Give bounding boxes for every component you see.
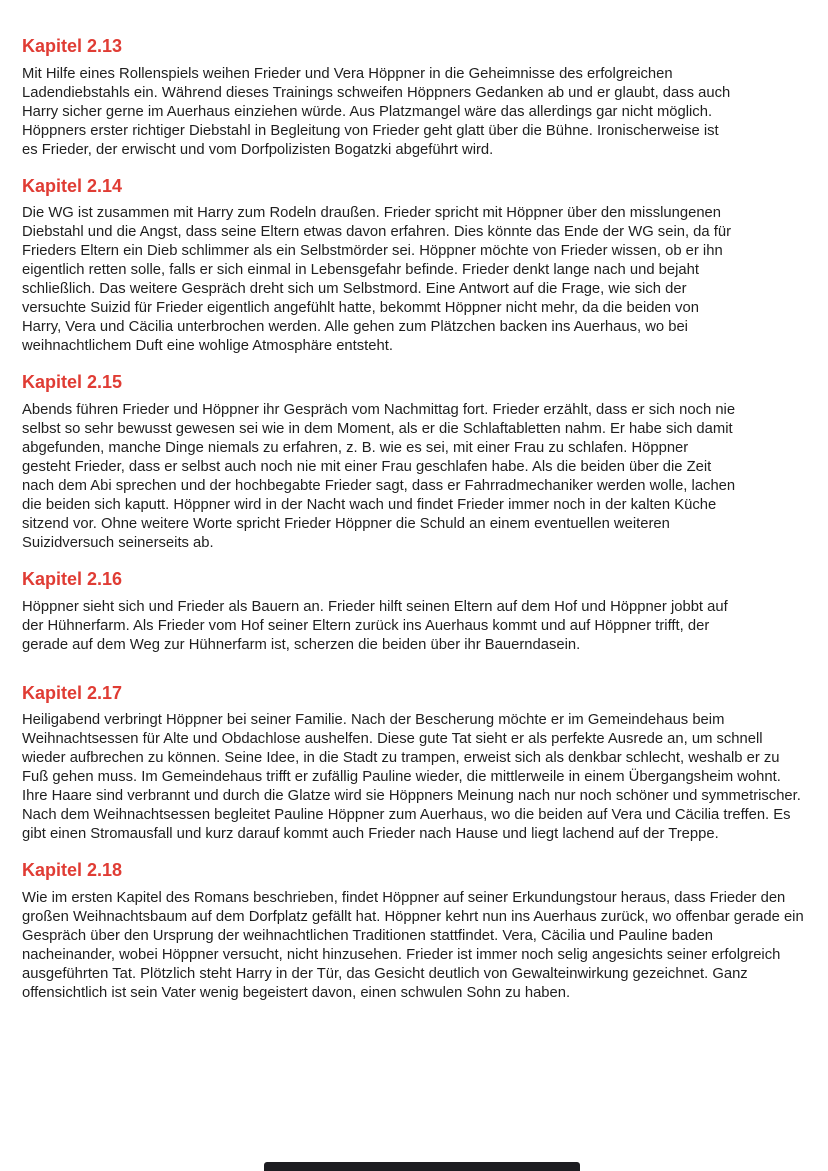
chapter-section-2-13 [22,36,806,160]
chapter-heading: Kapitel 2.17 [22,682,123,703]
chapter-text: Abends führen Frieder und Höppner ihr Gespräch vom Nachmittag fort. Frieder erzählt, dass er sich noch nie selbst so sehr bewusst gewesen sei wie in dem Moment, als er die Schlaftabletten nahm. Er habe sich damit abgefunden, manche Dinge niemals zu erfahren, z. B. wie es sei, mit einer Frau zu schlafen. Höppner gesteht Frieder, dass er selbst auch noch nie mit einer Frau geschlafen habe. Als die beiden über die Zeit nach dem Abi sprechen und der hochbegabte Frieder sagt, dass er Fahrradmechaniker werden wolle, lachen die beiden sich kaputt. Höppner wird in der Nacht wach und findet Frieder immer noch in der kalten Küche sitzend vor. Ohne weitere Worte spricht Frieder Höppner die Schuld an einem eventuellen weiteren Suizidversuch seinerseits ab. [22,402,736,552]
chapter-section-2-17 [22,683,806,845]
chapter-heading: Kapitel 2.13 [22,36,123,56]
chapter-section-2-16 [22,569,806,655]
chapter-section-2-15 [22,372,806,553]
chapter-heading: Kapitel 2.16 [22,569,123,590]
chapter-section-2-18 [22,860,806,1003]
chapter-text: Die WG ist zusammen mit Harry zum Rodeln draußen. Frieder spricht mit Höppner über den misslungenen Diebstahl und die Angst, dass seine Eltern etwas davon erfahren. Dies könnte das Ende der WG sein, da für Frieders Eltern ein Dieb schlimmer als ein Selbstmörder sei. Höppner möchte von Frieder wissen, ob er ihn eigentlich retten solle, falls er sich einmal in Lebensgefahr befinde. Frieder denkt lange nach und bejaht schließlich. Das weitere Gespräch dreht sich um Selbstmord. Eine Antwort auf die Frage, wie sich der versuchte Suizid für Frieder eigentlich angefühlt hatte, bekommt Höppner nicht mehr, da die beiden von Harry, Vera und Cäcilia unterbrochen werden. Alle gehen zum Plätzchen backen ins Auerhaus, wo bei weihnachtlichem Duft eine wohlige Atmosphäre entsteht. [22,205,732,355]
chapter-text: Höppner sieht sich und Frieder als Bauern an. Frieder hilft seinen Eltern auf dem Hof und Höppner jobbt auf der Hühnerfarm. Als Frieder vom Hof seiner Eltern zurück ins Auerhaus kommt und auf Höppner trifft, der gerade auf dem Weg zur Hühnerfarm ist, scherzen die beiden über ihr Bauerndasein. [22,598,728,653]
chapter-heading: Kapitel 2.15 [22,372,123,393]
chapter-text: Wie im ersten Kapitel des Romans beschrieben, findet Höppner auf seiner Erkundungstour heraus, dass Frieder den großen Weihnachtsbaum auf dem Dorfplatz gefällt hat. Höppner kehrt nun ins Auerhaus zurück, wo offenbar gerade ein Gespräch über den Ursprung der weihnachtlichen Traditionen stattfindet. Vera, Cäcilia und Pauline baden nacheinander, wobei Höppner versucht, nicht hinzusehen. Frieder ist immer noch selig angesichts seiner erfolgreich ausgeführten Tat. Plötzlich steht Harry in der Tür, das Gesicht deutlich von Gewalteinwirkung gezeichnet. Ganz offensichtlich ist sein Vater wenig begeistert davon, einen schwulen Sohn zu haben. [22,890,804,1002]
bottom-bar-fragment [264,1162,580,1171]
chapter-heading: Kapitel 2.14 [22,175,123,196]
chapter-section-2-14 [22,176,806,357]
chapter-text: Heiligabend verbringt Höppner bei seiner Familie. Nach der Bescherung möchte er im Gemeindehaus beim Weihnachtsessen für Alte und Obdachlose aushelfen. Diese gute Tat sieht er als perfekte Ausrede an, um schnell wieder aufbrechen zu können. Seine Idee, in die Stadt zu trampen, erweist sich als denkbar schlecht, weshalb er zu Fuß gehen muss. Im Gemeindehaus trifft er zufällig Pauline wieder, die mittlerweile in einem Übergangsheim wohnt. Ihre Haare sind verbrannt und durch die Glatze wird sie Höppners Meinung nach nur noch schöner und symmetrischer. Nach dem Weihnachtsessen begleitet Pauline Höppner zum Auerhaus, wo die beiden auf Vera und Cäcilia treffen. Es gibt einen Stromausfall und kurz darauf kommt auch Frieder nach Hause und liegt lachend auf der Treppe. [22,712,801,843]
chapter-heading: Kapitel 2.18 [22,860,123,881]
chapter-text: Mit Hilfe eines Rollenspiels weihen Frieder und Vera Höppner in die Geheimnisse des erfolgreichen Ladendiebstahls ein. Während dieses Trainings schweifen Höppners Gedanken ab und er glaubt, dass auch Harry sicher gerne im Auerhaus einziehen würde. Aus Platzmangel wäre das allerdings gar nicht möglich. Höppners erster richtiger Diebstahl in Begleitung von Frieder geht glatt über die Bühne. Ironischerweise ist es Frieder, der erwischt und vom Dorfpolizisten Bogatzki abgeführt wird. [22,65,731,158]
